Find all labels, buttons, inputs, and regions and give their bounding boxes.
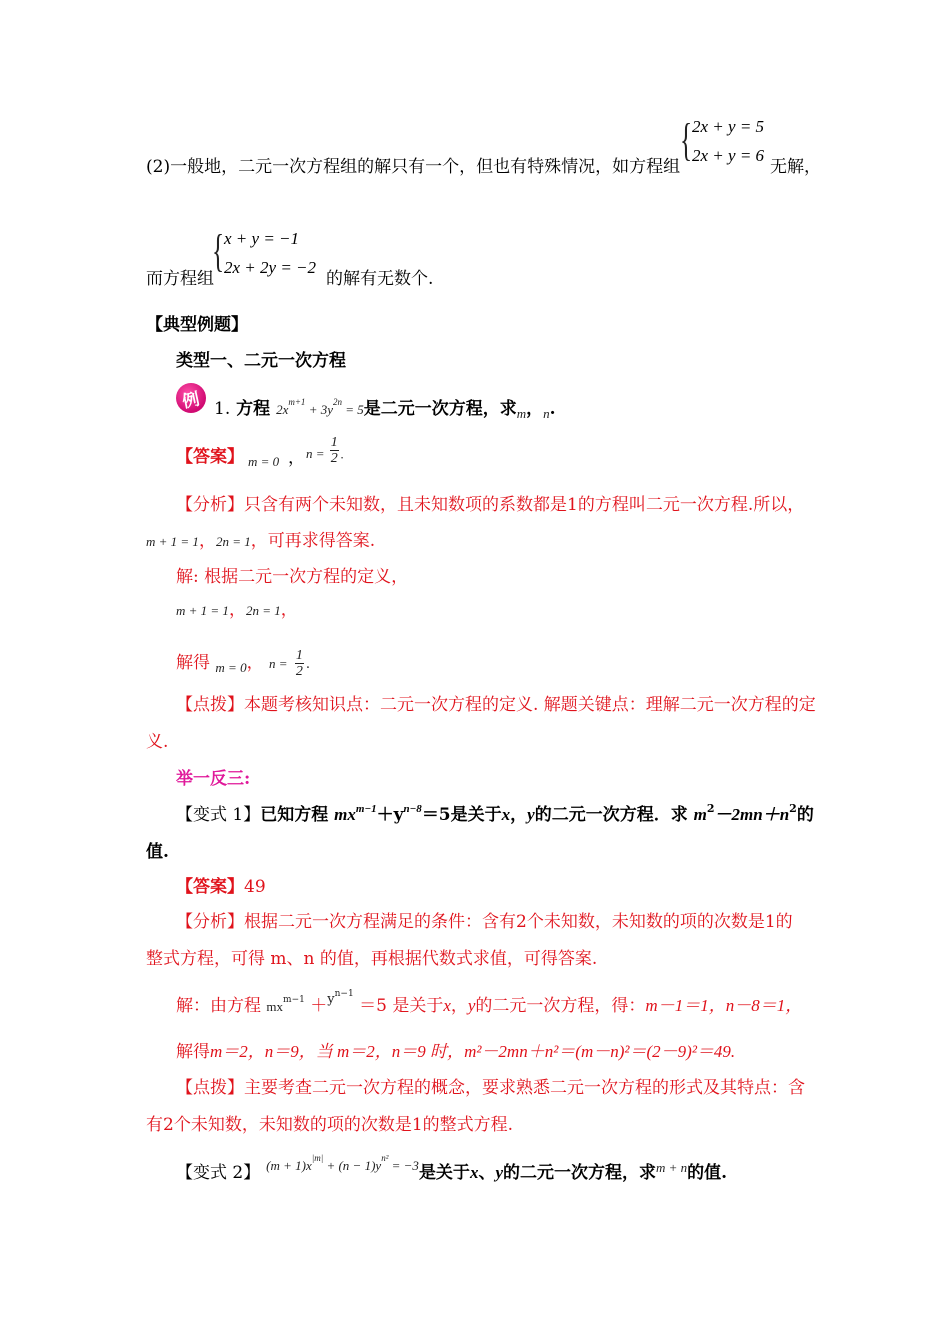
- solution2-line1: 解：由方程 $mx^{m-1} +^{yn-1} =5$ 是关于x，y的二元一次方程，得：m－1＝1，n－8＝1，: [176, 989, 803, 1016]
- tip1-line2: 义.: [146, 732, 169, 752]
- answer1-n: n = $\frac{1}{2}$ .: [306, 435, 345, 466]
- answer2: 【答案】49: [176, 877, 266, 897]
- solution1-line2: m + 1 = 1，2n = 1，: [176, 600, 298, 620]
- answer1-label: 【答案】: [176, 447, 244, 467]
- tip2-line1: 【点拨】主要考查二元一次方程的概念，要求熟悉二元一次方程的形式及其特点：含: [176, 1078, 805, 1098]
- p2-prefix: (2)一般地，二元一次方程组的解只有一个，但也有特殊情况，如方程组: [146, 157, 681, 177]
- variant1-line2: 值.: [146, 842, 169, 862]
- sys1-eq2: 2x + y = 6: [692, 146, 765, 165]
- sys2-eq2: 2x + 2y = −2: [224, 258, 317, 277]
- p2-line1: [146, 156, 680, 178]
- brace-left-icon-2: {: [212, 225, 225, 276]
- variant2-line: 【变式 2】 $^{(m + 1)x^{|m|} + (n - 1)y^{n^2} = -3}$是关于x、y的二元一次方程，求$^{m + n}$的值.: [176, 1153, 728, 1183]
- example1-line: 1. 方程 $2x^{m+1} + 3y^{2n} = 5$是二元一次方程，求$_m$，$_n$.: [214, 397, 556, 421]
- type1-title: 类型一、二元一次方程: [176, 351, 346, 371]
- sys1-eq1: 2x + y = 5: [692, 117, 765, 136]
- analysis1-line1: 【分析】只含有两个未知数，且未知数项的系数都是1的方程叫二元一次方程.所以，: [176, 495, 805, 515]
- tip1-line1: 【点拨】本题考核知识点：二元一次方程的定义. 解题关键点：理解二元一次方程的定: [176, 695, 816, 715]
- analysis2-line2: 整式方程，可得 m、n 的值，再根据代数式求值，可得答案.: [146, 949, 598, 969]
- p2-line2-prefix: 而方程组: [146, 269, 214, 289]
- brace-left-icon: {: [680, 114, 693, 165]
- analysis2-line1: 【分析】根据二元一次方程满足的条件：含有2个未知数，未知数的项的次数是1的: [176, 912, 793, 932]
- solution2-line2: 解得m＝2，n＝9，当 m＝2，n＝9 时，m²－2mn＋n²＝(m－n)²＝(2－9)²＝49.: [176, 1042, 736, 1062]
- p2-line2-suffix: 的解有无数个.: [326, 269, 434, 289]
- variant1-line1: 【变式 1】已知方程 $mx^{m-1}+y^{n-8}=5$是关于x，y的二元一次方程．求 $m^2-2mn+n^2$的: [176, 802, 814, 825]
- section-title: 【典型例题】: [146, 315, 248, 335]
- sys2-eq1: x + y = −1: [224, 229, 300, 248]
- solution1-line3: 解得 $_{m = 0}$， n = $\frac{1}{2}$ .: [176, 648, 311, 679]
- analysis1-line2: m + 1 = 1，2n = 1，可再求得答案.: [146, 531, 376, 551]
- answer1-sep: ，: [288, 448, 305, 468]
- answer1-m: m = 0: [248, 454, 280, 469]
- example-badge-icon: 例: [176, 383, 206, 413]
- p2-suffix: 无解，: [770, 157, 821, 177]
- solution1-line1: 解: 根据二元一次方程的定义，: [176, 567, 409, 587]
- practice-title: 举一反三:: [176, 769, 251, 789]
- tip2-line2: 有2个未知数，未知数的项的次数是1的整式方程.: [146, 1115, 514, 1135]
